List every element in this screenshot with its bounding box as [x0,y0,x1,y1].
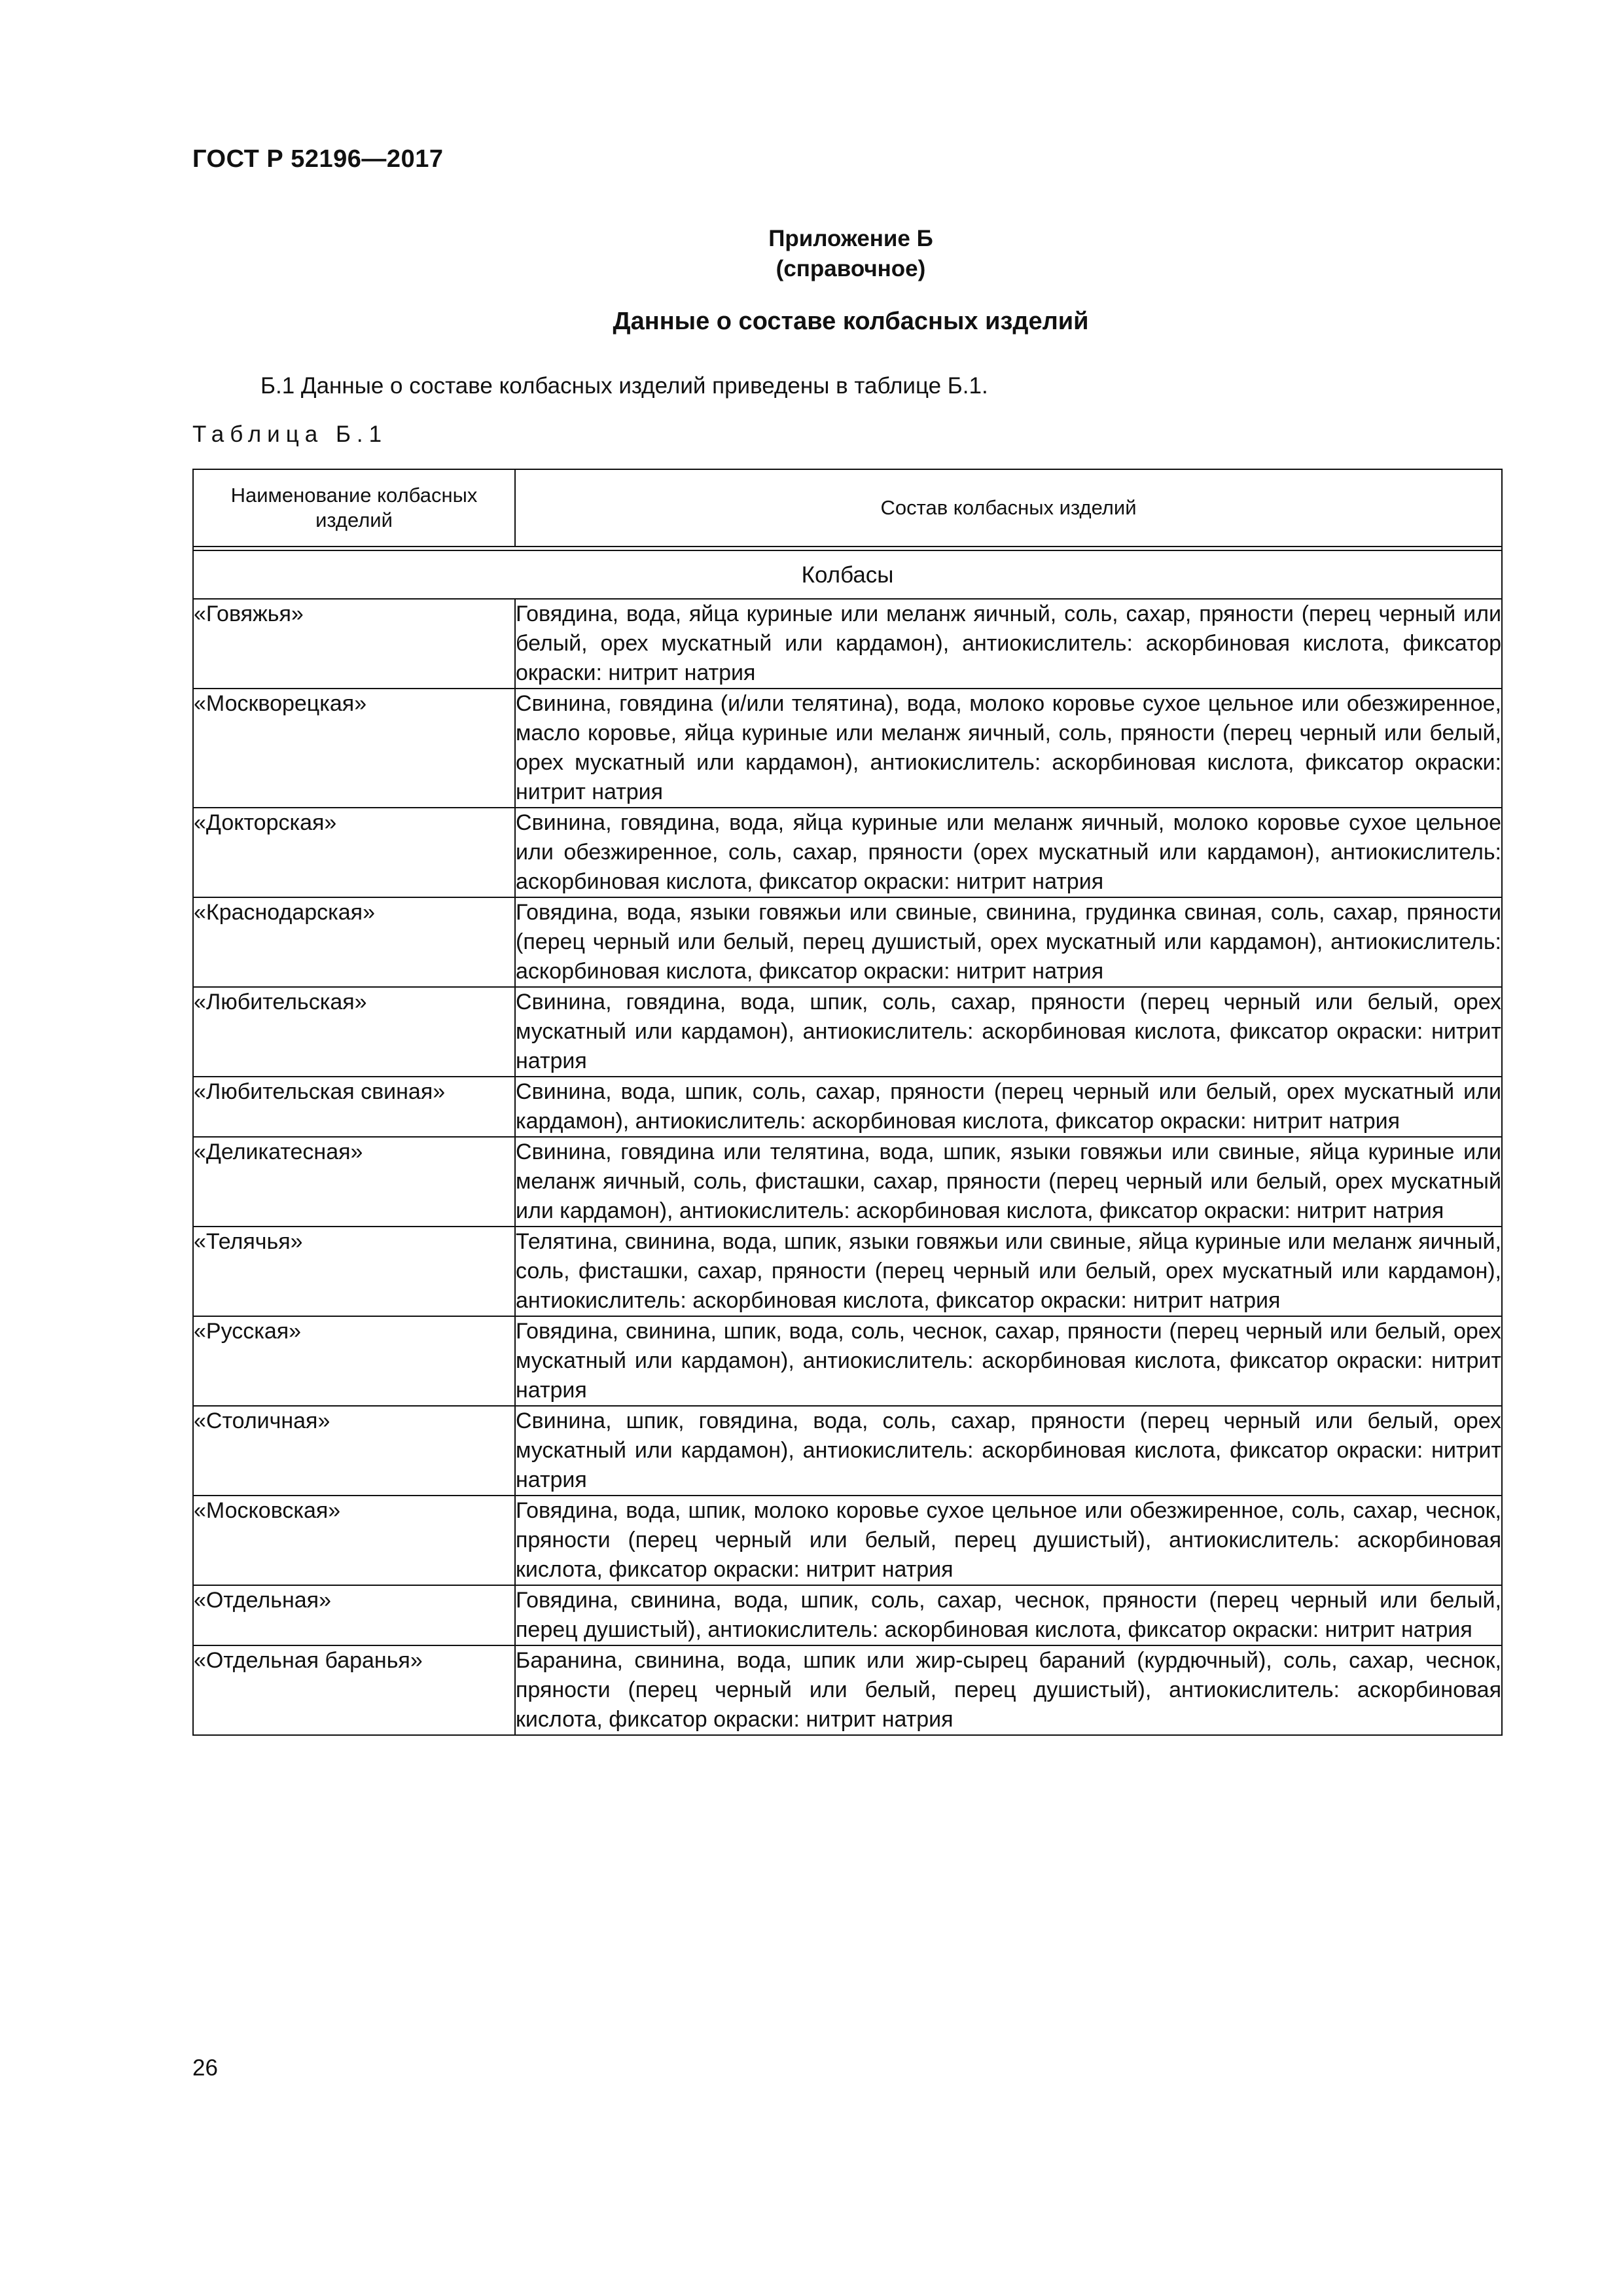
composition-cell: Говядина, вода, шпик, молоко коровье сухое цельное или обезжиренное, соль, сахар, чеснок, пряности (перец черный или белый, перец душистый), антиокислитель: аскорбиновая кислота, фиксатор окраски: нитрит натрия [515,1496,1502,1585]
composition-cell: Свинина, говядина, вода, яйца куриные или меланж яичный, молоко коровье сухое цельное или обезжиренное, соль, сахар, пряности (орех мускатный или кардамон), антиокислитель: аскорбиновая кислота, фиксатор окраски: нитрит натрия [515,808,1502,897]
table-header-row [193,469,1502,547]
document-code: ГОСТ Р 52196—2017 [192,145,444,173]
table-caption: Таблица Б.1 [192,422,388,447]
product-name-cell: «Краснодарская» [193,897,515,987]
composition-table [192,469,1503,1736]
composition-cell: Говядина, свинина, вода, шпик, соль, сахар, чеснок, пряности (перец черный или белый, перец душистый), антиокислитель: аскорбиновая кислота, фиксатор окраски: нитрит натрия [515,1585,1502,1645]
composition-cell: Баранина, свинина, вода, шпик или жир-сырец бараний (курдючный), соль, сахар, чеснок, пряности (перец черный или белый, перец душистый), антиокислитель: аскорбиновая кислота, фиксатор окраски: нитрит натрия [515,1645,1502,1735]
product-name-cell: «Русская» [193,1316,515,1406]
composition-cell: Свинина, говядина (и/или телятина), вода, молоко коровье сухое цельное или обезжиренное, масло коровье, яйца куриные или меланж яичный, соль, пряности (перец черный или белый, орех мускатный или кардамон), антиокислитель: аскорбиновая кислота, фиксатор окраски: нитрит натрия [515,689,1502,808]
appendix-title-block [0,224,1623,284]
product-name-cell: «Любительская» [193,987,515,1077]
product-name-cell: «Отдельная» [193,1585,515,1645]
page-number: 26 [192,2055,218,2081]
product-name-cell: «Московская» [193,1496,515,1585]
composition-cell: Говядина, свинина, шпик, вода, соль, чеснок, сахар, пряности (перец черный или белый, орех мускатный или кардамон), антиокислитель: аскорбиновая кислота, фиксатор окраски: нитрит натрия [515,1316,1502,1406]
product-name-cell: «Любительская свиная» [193,1077,515,1137]
product-name-cell: «Столичная» [193,1406,515,1496]
header-product-name: Наименование колбасных изделий [193,469,515,547]
appendix-title: Приложение Б [768,226,933,251]
table-row [193,1585,1502,1645]
composition-cell: Свинина, говядина или телятина, вода, шпик, языки говяжьи или свиные, яйца куриные или меланж яичный, соль, фисташки, сахар, пряности (перец черный или белый, орех мускатный или кардамон), антиокислитель: аскорбиновая кислота, фиксатор окраски: нитрит натрия [515,1137,1502,1227]
header-composition: Состав колбасных изделий [515,469,1502,547]
table-row [193,808,1502,897]
table-row [193,599,1502,689]
composition-cell: Говядина, вода, языки говяжьи или свиные, свинина, грудинка свиная, соль, сахар, пряности (перец черный или белый, перец душистый, орех мускатный или кардамон), антиокислитель: аскорбиновая кислота, фиксатор окраски: нитрит натрия [515,897,1502,987]
table-row [193,1496,1502,1585]
product-name-cell: «Телячья» [193,1227,515,1316]
section-row [193,550,1502,599]
composition-cell: Телятина, свинина, вода, шпик, языки говяжьи или свиные, яйца куриные или меланж яичный, соль, фисташки, сахар, пряности (перец черный или белый, орех мускатный или кардамон), антиокислитель: аскорбиновая кислота, фиксатор окраски: нитрит натрия [515,1227,1502,1316]
appendix-type: (справочное) [776,256,926,281]
table-row [193,1406,1502,1496]
section-heading: Данные о составе колбасных изделий [613,308,1089,335]
composition-cell: Свинина, шпик, говядина, вода, соль, сахар, пряности (перец черный или белый, орех мускатный или кардамон), антиокислитель: аскорбиновая кислота, фиксатор окраски: нитрит натрия [515,1406,1502,1496]
table-row [193,897,1502,987]
table-row [193,1645,1502,1735]
product-name-cell: «Говяжья» [193,599,515,689]
product-name-cell: «Докторская» [193,808,515,897]
product-name-cell: «Отдельная баранья» [193,1645,515,1735]
section-label: Колбасы [193,550,1502,599]
composition-cell: Свинина, говядина, вода, шпик, соль, сахар, пряности (перец черный или белый, орех мускатный или кардамон), антиокислитель: аскорбиновая кислота, фиксатор окраски: нитрит натрия [515,987,1502,1077]
table-row [193,1077,1502,1137]
table-row [193,1227,1502,1316]
composition-cell: Свинина, вода, шпик, соль, сахар, пряности (перец черный или белый, орех мускатный или кардамон), антиокислитель: аскорбиновая кислота, фиксатор окраски: нитрит натрия [515,1077,1502,1137]
table-row [193,1137,1502,1227]
product-name-cell: «Москворецкая» [193,689,515,808]
product-name-cell: «Деликатесная» [193,1137,515,1227]
table-row [193,1316,1502,1406]
table-row [193,689,1502,808]
intro-paragraph: Б.1 Данные о составе колбасных изделий приведены в таблице Б.1. [260,373,988,399]
table-row [193,987,1502,1077]
composition-cell: Говядина, вода, яйца куриные или меланж яичный, соль, сахар, пряности (перец черный или белый, орех мускатный или кардамон), антиокислитель: аскорбиновая кислота, фиксатор окраски: нитрит натрия [515,599,1502,689]
